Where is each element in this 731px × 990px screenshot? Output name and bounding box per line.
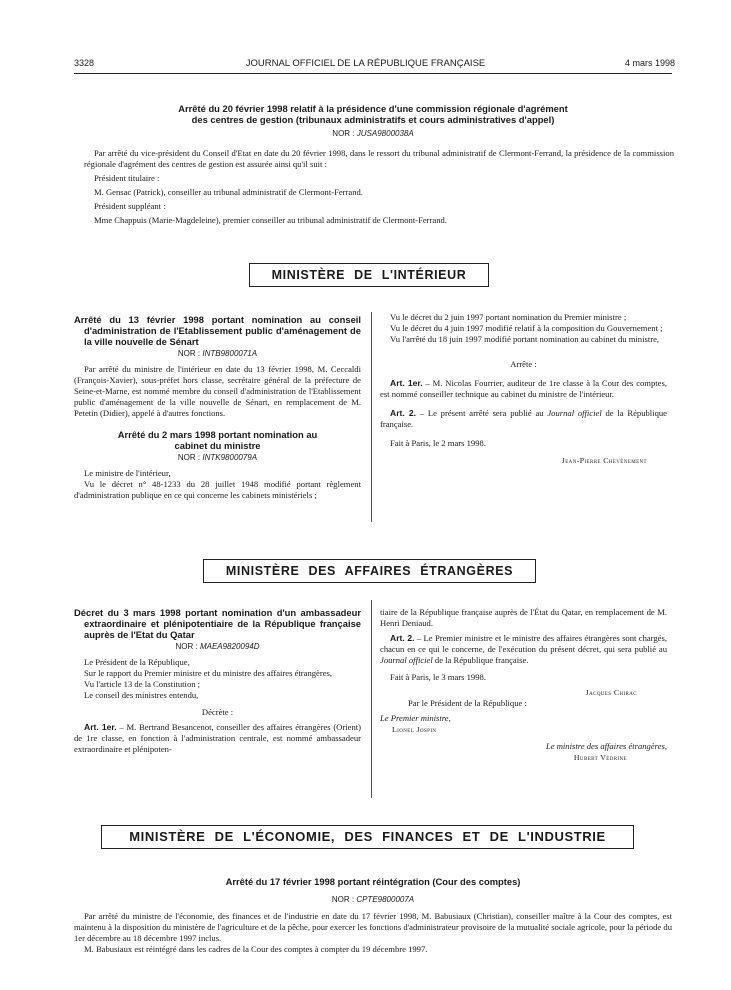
nor-reference xyxy=(74,349,361,358)
article-text: – Le présent arrêté sera publié au xyxy=(415,408,548,418)
journal-title: JOURNAL OFFICIEL DE LA RÉPUBLIQUE FRANÇAISE xyxy=(245,58,486,69)
minister-title: Le ministre des affaires étrangères, xyxy=(545,741,667,751)
paragraph: Président titulaire : xyxy=(94,173,160,183)
decree-body xyxy=(74,657,361,755)
par-le-president: Par le Président de la République : xyxy=(408,698,527,708)
nor-label: NOR : xyxy=(331,895,355,904)
article-label: Art. 1er. xyxy=(390,378,423,388)
article-label: Art. 1er. xyxy=(84,722,117,732)
paragraph: Sur le rapport du Premier ministre et du ministre des affaires étrangères, xyxy=(84,668,333,678)
nor-label: NOR : xyxy=(332,129,355,138)
nor-label: NOR : xyxy=(177,349,201,358)
paragraph: M. Gensac (Patrick), conseiller au tribunal administratif de Clermont-Ferrand. xyxy=(94,187,363,197)
article-text: – Le Premier ministre et le ministre des affaires étrangères sont chargés, chacun en ce qui le concerne, de l'exécution du présent décret, qui sera publié au xyxy=(380,633,667,654)
article-2 xyxy=(380,408,667,430)
paragraph: Mme Chappuis (Marie-Magdeleine), premier conseiller au tribunal administratif de Clermont-Ferrand. xyxy=(94,215,447,225)
article-label: Art. 2. xyxy=(390,408,416,418)
decree-body xyxy=(74,364,361,419)
column-divider xyxy=(371,600,372,798)
article-text: – M. Bertrand Besancenot, conseiller des affaires étrangères (Orient) de 1re classe, en fonction à l'administration centrale, est nommé ambassadeur extraordinaire et plénipoten- xyxy=(74,722,361,754)
decree-body xyxy=(380,607,667,763)
nor-label: NOR : xyxy=(177,453,201,462)
decree-title xyxy=(74,103,672,125)
decree-title-line: des centres de gestion (tribunaux administratifs et cours administratives d'appel) xyxy=(191,114,555,125)
ministry-heading: MINISTÈRE DE L'INTÉRIEUR xyxy=(249,263,489,287)
article-text: de la République française. xyxy=(432,655,529,665)
article-2 xyxy=(380,633,667,666)
paragraph: Le Président de la République, xyxy=(84,657,190,667)
decree-title: Arrêté du 17 février 1998 portant réintégration (Cour des comptes) xyxy=(225,876,521,887)
article-label: Art. 2. xyxy=(390,633,415,643)
decree-title: Arrêté du 13 février 1998 portant nomination au conseil d'administration de l'Etablissement public d'aménagement de la ville nouvelle de Sénart xyxy=(74,314,361,347)
nor-reference xyxy=(74,642,361,651)
decree-body xyxy=(84,148,674,226)
page-number: 3328 xyxy=(74,58,95,68)
minister-signature: Hubert Védrine xyxy=(573,753,627,762)
decree-title: Décret du 3 mars 1998 portant nomination d'un ambassadeur extraordinaire et plénipotentiaire de la République française auprès de l'Etat du Qatar xyxy=(74,607,361,640)
article-text: de la République française. xyxy=(380,408,667,429)
journal-name: Journal officiel xyxy=(380,655,433,665)
paragraph: Par arrêté du vice-président du Conseil d'Etat en date du 20 février 1998, dans le ressort du tribunal administratif de Clermont-Ferrand, la présidence de la commission régionale d'agrément des centres de gestion est assurée ainsi qu'il suit : xyxy=(84,148,674,169)
issue-date: 4 mars 1998 xyxy=(624,58,675,68)
decree-title-line: Arrêté du 20 février 1998 relatif à la présidence d'une commission régionale d'agrément xyxy=(178,103,568,114)
ministry-heading: MINISTÈRE DE L'ÉCONOMIE, DES FINANCES ET DE L'INDUSTRIE xyxy=(101,825,634,849)
nor-code: MAEA9820094D xyxy=(199,642,260,651)
header-rule xyxy=(74,73,672,74)
nor-code: INTK9800079A xyxy=(202,453,258,462)
nor-label: NOR : xyxy=(175,642,198,651)
right-column xyxy=(380,312,667,466)
ministry-heading: MINISTÈRE DES AFFAIRES ÉTRANGÈRES xyxy=(203,559,536,583)
decree-title: Arrêté du 2 mars 1998 portant nomination au cabinet du ministre xyxy=(117,429,318,451)
left-column xyxy=(74,607,361,755)
paragraph: Vu le décret du 2 juin 1997 portant nomination du Premier ministre ; xyxy=(390,312,627,322)
decree-body xyxy=(74,468,361,501)
pm-title: Le Premier ministre, xyxy=(380,713,451,723)
paragraph: Le conseil des ministres entendu, xyxy=(84,690,199,700)
signature-president: Jacques Chirac xyxy=(585,688,637,697)
article-1 xyxy=(74,722,361,755)
paragraph: Vu l'arrêté du 18 juin 1997 modifié portant nomination au cabinet du ministre, xyxy=(390,334,660,344)
paragraph: Par arrêté du ministre de l'intérieur en date du 13 février 1998, M. Ceccaldi (François-Xavier), sous-préfet hors classe, secrétaire général de la préfecture de Seine-et-Marne, est nommé membre du conseil d'administration de l'Etablissement public d'aménagement de la ville nouvelle de Sénart, en remplacement de M. Petetin (Didier), appelé à d'autres fonctions. xyxy=(74,364,361,418)
article-1-continued: tiaire de la République française auprès de l'État du Qatar, en remplacement de M. Henri Deniaud. xyxy=(380,607,667,628)
nor-reference xyxy=(74,895,672,904)
fait-a-paris: Fait à Paris, le 3 mars 1998. xyxy=(390,672,486,682)
article-1 xyxy=(380,378,667,400)
signature: Jean-Pierre Chevènement xyxy=(561,456,647,465)
paragraph: Vu l'article 13 de la Constitution ; xyxy=(84,679,201,689)
paragraph: Vu le décret du 4 juin 1997 modifié relatif à la composition du Gouvernement ; xyxy=(390,323,663,333)
decree-body xyxy=(74,911,672,955)
paragraph: Le ministre de l'intérieur, xyxy=(84,468,171,478)
decrete-label: Décrète : xyxy=(201,707,234,717)
journal-name: Journal officiel xyxy=(547,408,602,418)
article-text: – M. Nicolas Fourrier, auditeur de 1re classe à la Cour des comptes, est nommé conseiller technique au cabinet du ministre de l'intérieur. xyxy=(380,378,667,399)
paragraph: Vu le décret n° 48-1233 du 28 juillet 1948 modifié portant règlement d'administration publique en ce qui concerne les cabinets ministériels ; xyxy=(74,479,361,500)
right-column xyxy=(380,607,667,763)
paragraph: Par arrêté du ministre de l'économie, des finances et de l'industrie en date du 17 février 1998, M. Babusiaux (Christian), conseiller maître à la Cour des comptes, est maintenu à la disposition du ministère de l'agriculture et de la pêche, pour exercer les fonctions d'administrateur provisoire de la mutualité sociale agricole, pour la période du 1er décembre au 18 décembre 1997 inclus. xyxy=(74,911,672,943)
nor-reference xyxy=(74,453,361,462)
fait-a-paris: Fait à Paris, le 2 mars 1998. xyxy=(390,438,486,448)
nor-code: CPTE9800007A xyxy=(356,895,415,904)
nor-code: INTB9800071A xyxy=(202,349,258,358)
left-column xyxy=(74,314,361,501)
paragraph: Président suppléant : xyxy=(94,201,166,211)
pm-signature: Lionel Jospin xyxy=(392,725,437,734)
paragraph: M. Babusiaux est réintégré dans les cadres de la Cour des comptes à compter du 19 décembre 1997. xyxy=(84,944,428,954)
decree-body xyxy=(380,312,667,466)
column-divider xyxy=(371,312,372,522)
nor-reference xyxy=(74,129,672,138)
nor-code: JUSA9800038A xyxy=(356,129,414,138)
arrete-label: Arrête : xyxy=(510,359,537,369)
